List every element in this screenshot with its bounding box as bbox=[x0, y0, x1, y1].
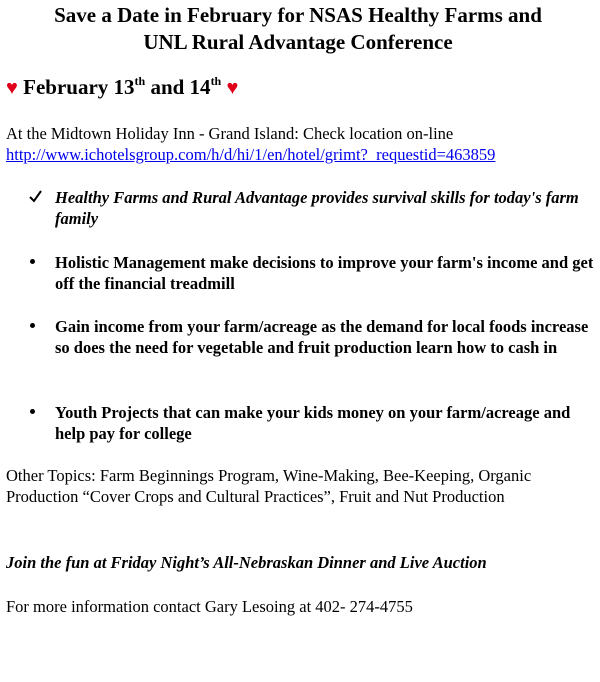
list-item-text: Youth Projects that can make your kids money on your farm/acreage and help pay for college bbox=[55, 403, 571, 443]
other-topics: Other Topics: Farm Beginnings Program, Wine-Making, Bee-Keeping, Organic Production “Cover Crops and Cultural Practices”, Fruit and Nut Production bbox=[6, 466, 532, 506]
date-middle: and 14 bbox=[145, 75, 211, 99]
date-prefix: February 13 bbox=[23, 75, 135, 99]
location-text: At the Midtown Holiday Inn - Grand Island: Check location on-line bbox=[6, 124, 454, 143]
join-announcement: Join the fun at Friday Night’s All-Nebraskan Dinner and Live Auction bbox=[6, 553, 487, 572]
list-item-text: Gain income from your farm/acreage as the demand for local foods increase so does the need for vegetable and fruit production learn how to cash in bbox=[55, 317, 589, 357]
heart-icon: ♥ bbox=[6, 77, 18, 99]
list-item-text: Holistic Management make decisions to improve your farm's income and get off the financial treadmill bbox=[55, 253, 594, 293]
bullet-dot-icon bbox=[28, 402, 33, 423]
bullet-dot-icon bbox=[28, 316, 33, 337]
list-item-text: Healthy Farms and Rural Advantage provides survival skills for today's farm family bbox=[55, 188, 579, 228]
page-title bbox=[0, 2, 596, 56]
location-info bbox=[6, 123, 495, 165]
title-line-1: Save a Date in February for NSAS Healthy Farms and bbox=[54, 3, 542, 27]
heart-icon: ♥ bbox=[226, 77, 239, 99]
title-line-2: UNL Rural Advantage Conference bbox=[143, 30, 453, 54]
bullet-dot-icon bbox=[28, 252, 33, 273]
hotel-link[interactable]: http://www.ichotelsgroup.com/h/d/hi/1/en/hotel/grimt?_requestid=463859 bbox=[6, 145, 496, 164]
check-icon bbox=[28, 187, 43, 208]
date-suffix-2: th bbox=[210, 74, 222, 88]
date-suffix-1: th bbox=[134, 74, 146, 88]
event-date bbox=[6, 74, 238, 101]
contact-info: For more information contact Gary Lesoing at 402- 274-4755 bbox=[6, 597, 413, 616]
